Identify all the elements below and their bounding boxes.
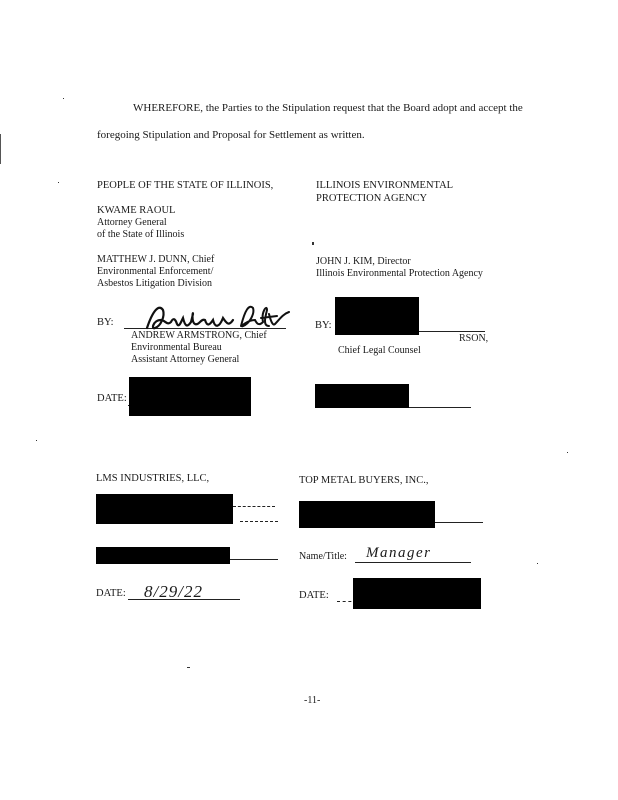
preamble-line-2: foregoing Stipulation and Proposal for Settlement as written. [97,129,365,141]
redaction-box [315,384,409,408]
tmb-heading: TOP METAL BUYERS, INC., [299,475,429,486]
scan-speck [312,242,314,245]
redaction-box [129,377,251,416]
scan-speck [537,563,538,564]
chief-title-1: Environmental Enforcement/ [97,266,214,277]
chief-title-2: Asbestos Litigation Division [97,278,212,289]
epa-signer-title: Chief Legal Counsel [338,345,421,356]
lms-signature-line [233,506,275,507]
attorney-general-state: of the State of Illinois [97,229,185,240]
page-number: -11- [304,695,321,706]
epa-director-title: Illinois Environmental Protection Agency [316,268,483,279]
redaction-box [335,297,419,335]
lms-signature-line-2 [240,521,278,522]
tmb-signature-line [435,522,483,523]
lms-heading: LMS INDUSTRIES, LLC, [96,473,210,484]
epa-director-name: JOHN J. KIM, Director [316,256,411,267]
signer-title-2: Assistant Attorney General [131,354,240,365]
people-by-label: BY: [97,317,114,328]
people-date-label: DATE: [97,393,127,404]
scan-speck [63,98,64,99]
scan-speck [187,667,190,668]
tmb-date-label: DATE: [299,590,329,601]
scan-edge-mark [0,134,1,164]
redaction-box [299,501,435,528]
redaction-box [96,494,233,524]
redaction-box [353,578,481,609]
attorney-general-name: KWAME RAOUL [97,205,176,216]
scan-speck [567,452,568,453]
attorney-general-title: Attorney General [97,217,167,228]
redaction-box [96,547,230,564]
tmb-name-title-value: Manager [366,545,432,561]
tmb-name-title-label: Name/Title: [299,551,347,562]
epa-signer-name-fragment: RSON, [459,333,489,344]
lms-date-value: 8/29/22 [144,582,203,601]
epa-heading-2: PROTECTION AGENCY [316,193,428,204]
chief-name: MATTHEW J. DUNN, Chief [97,254,215,265]
scan-speck [36,440,37,441]
scan-speck [58,182,59,183]
lms-name-title-line [230,559,278,560]
signer-name: ANDREW ARMSTRONG, Chief [131,330,267,341]
signer-title-1: Environmental Bureau [131,342,222,353]
tmb-name-title-line [355,562,471,563]
preamble-line-1: WHEREFORE, the Parties to the Stipulation request that the Board adopt and accept the [133,102,523,114]
epa-by-label: BY: [315,320,332,331]
epa-heading-1: ILLINOIS ENVIRONMENTAL [316,180,454,191]
people-heading: PEOPLE OF THE STATE OF ILLINOIS, [97,180,274,191]
lms-date-label: DATE: [96,588,126,599]
